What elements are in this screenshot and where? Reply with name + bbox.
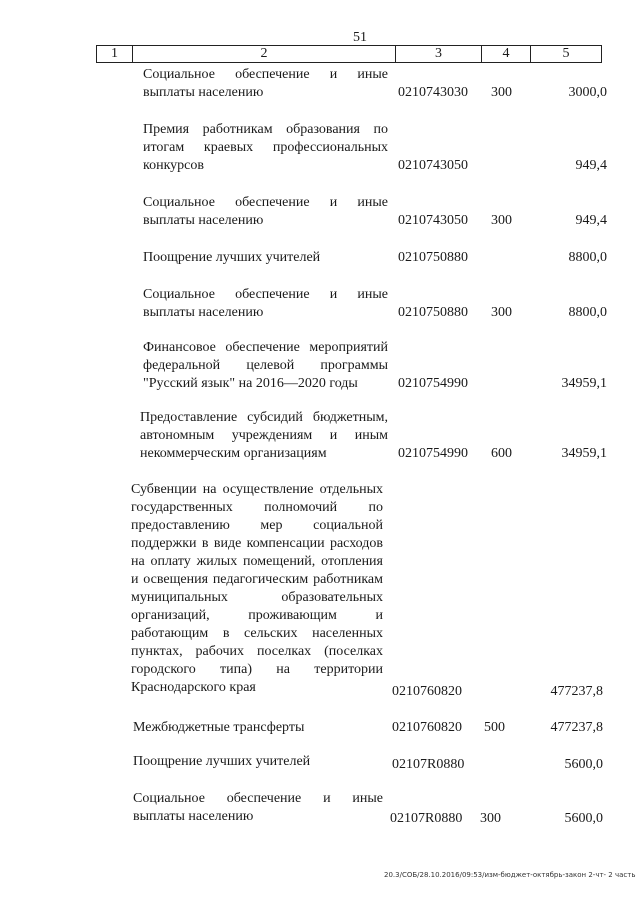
header-col-4: 4 (482, 46, 531, 62)
row-description: Социальное обеспечение и иные выплаты населению (143, 287, 388, 320)
row-description: Финансовое обеспечение мероприятий федеральной целевой программы "Русский язык" на 2016—2020 годы (143, 340, 388, 391)
row-type: 300 (491, 213, 512, 228)
row-amount: 477237,8 (550, 684, 603, 699)
header-col-5: 5 (562, 46, 570, 61)
row-description: Поощрение лучших учителей (143, 250, 321, 265)
row-description: Премия работникам образования по итогам краевых профессиональных конкурсов (143, 122, 388, 173)
row-amount: 949,4 (575, 158, 607, 173)
row-code: 0210743050 (398, 158, 468, 173)
row-type: 300 (491, 85, 512, 100)
header-col-3: 3 (396, 46, 482, 62)
row-amount: 5600,0 (564, 811, 603, 826)
row-code: 0210760820 (392, 720, 462, 735)
header-col-1: 1 (97, 46, 133, 62)
row-amount: 34959,1 (561, 446, 607, 461)
row-code: 0210754990 (398, 446, 468, 461)
row-type: 500 (484, 720, 505, 735)
row-type: 600 (491, 446, 512, 461)
row-description: Поощрение лучших учителей (133, 754, 311, 769)
row-amount: 3000,0 (568, 85, 607, 100)
row-amount: 5600,0 (564, 757, 603, 772)
row-type: 300 (491, 305, 512, 320)
row-description: Социальное обеспечение и иные выплаты населению (143, 67, 388, 100)
row-amount: 949,4 (575, 213, 607, 228)
row-description: Субвенции на осуществление отдельных государственных полномочий по предоставлению мер социальной поддержки в виде компенсации расходов на оплату жилых помещений, отопления и освещения педагогическим работникам муниципальных образовательных организаций, проживающим и работающим в сельских населенных пунктах, рабочих поселках (поселках городского типа) на территории Краснодарского края (131, 482, 383, 695)
header-col-2: 2 (133, 46, 396, 62)
row-amount: 8800,0 (568, 305, 607, 320)
row-description: Предоставление субсидий бюджетным, автономным учреждениям и иным некоммерческим организациям (140, 410, 388, 461)
row-code: 0210754990 (398, 376, 468, 391)
row-amount: 34959,1 (561, 376, 607, 391)
row-code: 0210750880 (398, 305, 468, 320)
row-type: 300 (480, 811, 501, 826)
footer-note: 20.3/СОБ/28.10.2016/09:53/изм-бюджет-октябрь-закон 2-чт- 2 часть (384, 871, 636, 879)
page-number: 51 (353, 30, 367, 45)
row-code: 02107R0880 (390, 811, 463, 826)
row-code: 0210760820 (392, 684, 462, 699)
row-code: 0210743050 (398, 213, 468, 228)
row-description: Социальное обеспечение и иные выплаты населению (133, 791, 383, 824)
row-amount: 477237,8 (550, 720, 603, 735)
row-amount: 8800,0 (568, 250, 607, 265)
row-description: Межбюджетные трансферты (133, 720, 305, 735)
table-header (96, 45, 602, 63)
row-code: 02107R0880 (392, 757, 465, 772)
row-description: Социальное обеспечение и иные выплаты населению (143, 195, 388, 228)
row-code: 0210750880 (398, 250, 468, 265)
row-code: 0210743030 (398, 85, 468, 100)
